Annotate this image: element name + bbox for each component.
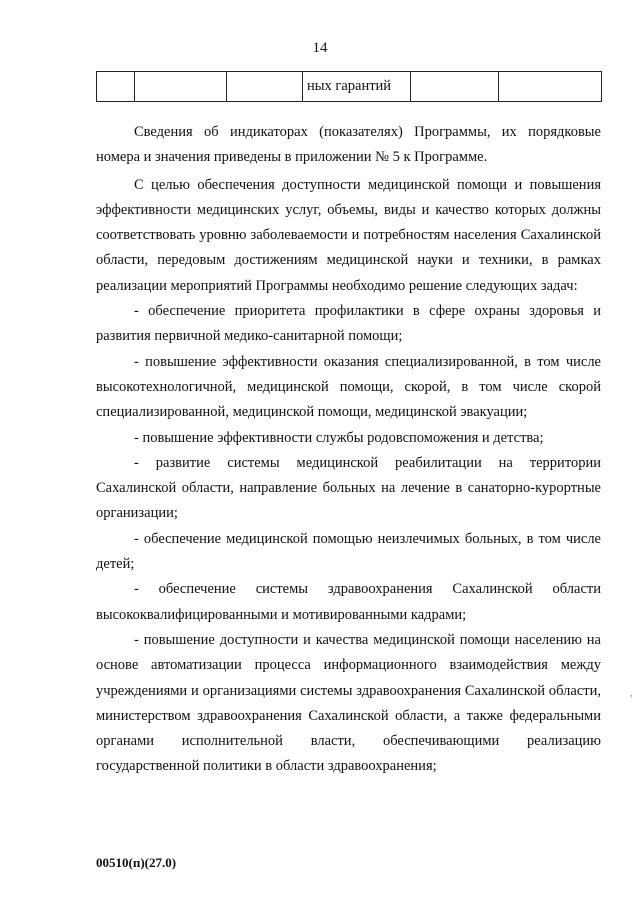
table-cell	[135, 72, 227, 102]
list-item: - повышение доступности и качества медицинской помощи населению на основе автоматизации процесса информационного взаимодействия между учреждениями и организациями системы здравоохранения Сахалинской области, министерством здравоохранения Сахалинской области, а также федеральными органами исполнительной власти, обеспечивающими реализацию государственной политики в области здравоохранения;	[96, 631, 601, 775]
list-item: - обеспечение приоритета профилактики в сфере охраны здоровья и развития первичной медико-санитарной помощи;	[96, 303, 601, 345]
table-row	[97, 72, 602, 102]
list-item: - повышение эффективности оказания специализированной, в том числе высокотехнологичной, медицинской помощи, скорой, в том числе скорой специализированной, медицинской помощи, медицинской эвакуации;	[96, 353, 601, 421]
margin-mark: ,	[630, 688, 633, 699]
list-item: - развитие системы медицинской реабилитации на территории Сахалинской области, направление больных на лечение в санаторно-курортные организации;	[96, 454, 601, 522]
table-cell: ных гарантий	[303, 72, 411, 102]
table-cell	[411, 72, 499, 102]
list-item: - повышение эффективности службы родовспоможения и детства;	[134, 429, 544, 446]
list-item: - обеспечение системы здравоохранения Сахалинской области высококвалифицированными и мотивированными кадрами;	[96, 581, 601, 623]
paragraph: С целью обеспечения доступности медицинской помощи и повышения эффективности медицинских услуг, объемы, виды и качество которых должны соответствовать уровню заболеваемости и потребностям населения Сахалинской области, передовым достижениям медицинской науки и техники, в рамках реализации мероприятий Программы необходимо решение следующих задач:	[96, 176, 601, 294]
table-cell	[499, 72, 602, 102]
list-item: - обеспечение медицинской помощью неизлечимых больных, в том числе детей;	[96, 530, 601, 573]
page-number: 14	[312, 40, 328, 56]
paragraph: Сведения об индикаторах (показателях) Программы, их порядковые номера и значения приведены в приложении № 5 к Программе.	[96, 124, 601, 166]
table-cell	[97, 72, 135, 102]
continuation-table	[96, 71, 602, 102]
body-text	[96, 120, 601, 780]
footer-code: 00510(п)(27.0)	[96, 855, 177, 870]
table-cell	[227, 72, 303, 102]
